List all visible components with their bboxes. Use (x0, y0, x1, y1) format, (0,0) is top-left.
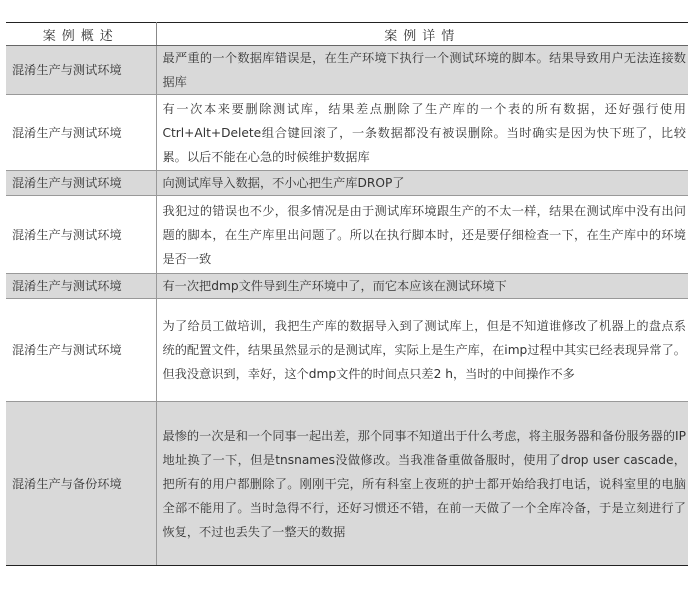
row-detail: 最严重的一个数据库错误是，在生产环境下执行一个测试环境的脚本。结果导致用户无法连接数据库 (156, 46, 688, 95)
case-table-container (6, 22, 688, 566)
table-row (6, 95, 688, 171)
table-row (6, 196, 688, 274)
row-detail: 为了给员工做培训，我把生产库的数据导入到了测试库上，但是不知道谁修改了机器上的盘点系统的配置文件，结果虽然显示的是测试库，实际上是生产库，在imp过程中其实已经表现异常了。但我没意识到，幸好，这个dmp文件的时间点只差2 h，当时的中间操作不多 (156, 299, 688, 402)
row-category: 混淆生产与测试环境 (6, 196, 156, 274)
row-detail: 有一次本来要删除测试库，结果差点删除了生产库的一个表的所有数据，还好强行使用Ctrl+Alt+Delete组合键回滚了，一条数据都没有被误删除。当时确实是因为快下班了，比较累。以后不能在心急的时候维护数据库 (156, 95, 688, 171)
row-category: 混淆生产与备份环境 (6, 402, 156, 566)
row-category: 混淆生产与测试环境 (6, 95, 156, 171)
row-category: 混淆生产与测试环境 (6, 46, 156, 95)
row-category: 混淆生产与测试环境 (6, 274, 156, 299)
header-case-details: 案例详情 (156, 23, 688, 46)
table-row (6, 171, 688, 196)
header-row (6, 23, 688, 46)
table-row (6, 46, 688, 95)
row-detail: 最惨的一次是和一个同事一起出差，那个同事不知道出于什么考虑，将主服务器和备份服务器的IP地址换了一下，但是tnsnames没做修改。当我准备重做备服时，使用了drop user cascade，把所有的用户都删除了。刚刚干完，所有科室上夜班的护士都开始给我打电话，说科室里的电脑全部不能用了。当时急得不行，还好习惯还不错，在前一天做了一个全库冷备，于是立刻进行了恢复，不过也丢失了一整天的数据 (156, 402, 688, 566)
header-case-overview: 案例概述 (6, 23, 156, 46)
table-row (6, 299, 688, 402)
case-table (6, 22, 688, 566)
row-detail: 向测试库导入数据，不小心把生产库DROP了 (156, 171, 688, 196)
row-detail: 我犯过的错误也不少，很多情况是由于测试库环境跟生产的不太一样，结果在测试库中没有出问题的脚本，在生产库里出问题了。所以在执行脚本时，还是要仔细检查一下，在生产库中的环境是否一致 (156, 196, 688, 274)
table-row (6, 274, 688, 299)
row-detail: 有一次把dmp文件导到生产环境中了，而它本应该在测试环境下 (156, 274, 688, 299)
row-category: 混淆生产与测试环境 (6, 299, 156, 402)
row-category: 混淆生产与测试环境 (6, 171, 156, 196)
table-row (6, 402, 688, 566)
